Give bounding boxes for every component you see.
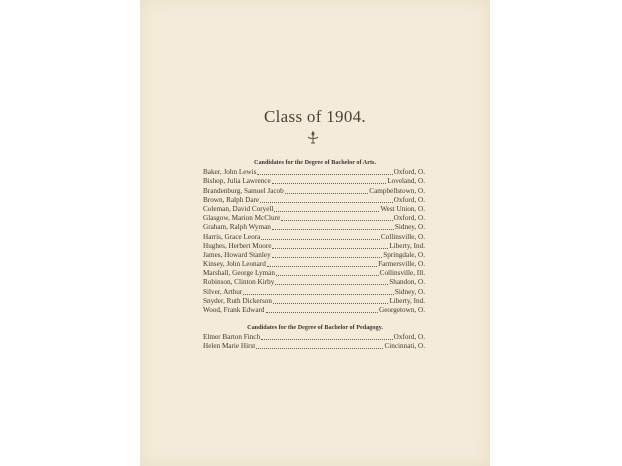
candidate-hometown: Springdale, O.	[383, 250, 425, 259]
candidate-hometown: Sidney, O.	[394, 287, 425, 296]
dot-leader	[257, 174, 392, 175]
candidate-hometown: Liberty, Ind.	[389, 241, 425, 250]
candidate-name: Wood, Frank Edward	[203, 306, 265, 314]
list-item	[203, 186, 425, 195]
candidate-name: Graham, Ralph Wyman	[203, 223, 271, 232]
candidate-name: Helen Marie Hirst	[203, 342, 256, 351]
dot-leader	[272, 248, 388, 249]
candidate-name: Coleman, David Coryell	[203, 204, 274, 213]
candidate-name: Harris, Grace Leora	[203, 232, 261, 241]
list-item	[203, 306, 425, 315]
dot-leader	[272, 183, 387, 184]
candidate-name: Bishop, Julia Lawrence	[203, 177, 271, 186]
section-heading-pedagogy: Candidates for the Degree of Bachelor of Pedagogy.	[247, 324, 383, 331]
candidate-name: James, Howard Stanley	[203, 250, 271, 259]
page-title: Class of 1904.	[264, 107, 366, 126]
list-item	[203, 214, 425, 223]
list-item	[203, 297, 425, 306]
dot-leader	[281, 220, 392, 221]
candidate-name: Snyder, Ruth Dickerson	[203, 296, 272, 305]
candidate-hometown: Oxford, O.	[393, 195, 425, 204]
candidate-name: Brown, Ralph Dare	[203, 195, 260, 204]
candidate-hometown: Collinsville, Ill.	[379, 269, 425, 278]
dot-leader	[285, 193, 369, 194]
lamp-of-learning-icon	[305, 130, 321, 144]
candidate-name: Elmer Barton Finch	[203, 333, 261, 342]
candidate-name: Hughes, Herbert Moore	[203, 241, 272, 250]
list-item	[203, 333, 425, 342]
dot-leader	[275, 284, 388, 285]
candidate-name: Glasgow, Marion McClure	[203, 214, 281, 223]
candidate-hometown: Oxford, O.	[393, 168, 425, 177]
candidate-name: Marshall, George Lyman	[203, 269, 275, 278]
list-item	[203, 269, 425, 278]
arts-candidates-list	[203, 168, 425, 315]
list-item	[203, 278, 425, 287]
candidate-name: Baker, John Lewis	[203, 168, 257, 177]
candidate-hometown: Campbellstown, O.	[369, 186, 425, 195]
list-item	[203, 196, 425, 205]
candidate-hometown: Farmersville, O.	[378, 260, 425, 269]
candidate-name: Brandenburg, Samuel Jacob	[203, 186, 284, 195]
candidate-name: Kinsey, John Leonard	[203, 260, 266, 269]
dot-leader	[272, 257, 383, 258]
candidate-hometown: Cincinnati, O.	[384, 342, 425, 351]
candidate-hometown: Sidney, O.	[394, 223, 425, 232]
candidate-name: Robinson, Clinton Kirby	[203, 278, 275, 287]
list-item	[203, 251, 425, 260]
section-heading-arts: Candidates for the Degree of Bachelor of Arts.	[253, 159, 376, 166]
list-item	[203, 223, 425, 232]
list-item	[203, 232, 425, 241]
candidate-hometown: Collinsville, O.	[380, 232, 425, 241]
candidate-name: Silver, Arthur	[203, 287, 243, 296]
dot-leader	[261, 239, 380, 240]
list-item	[203, 177, 425, 186]
candidate-hometown: Georgetown, O.	[379, 306, 425, 314]
pedagogy-candidates-list	[203, 333, 425, 351]
list-item	[203, 205, 425, 214]
dot-leader	[261, 339, 393, 340]
candidate-hometown: Shandon, O.	[389, 278, 425, 287]
list-item	[203, 287, 425, 296]
dot-leader	[267, 266, 377, 267]
dot-leader	[256, 348, 383, 349]
candidate-hometown: Oxford, O.	[393, 333, 425, 342]
list-item	[203, 342, 425, 351]
candidate-hometown: Loveland, O.	[387, 177, 425, 186]
candidate-hometown: West Union, O.	[380, 204, 425, 213]
list-item	[203, 242, 425, 251]
candidate-hometown: Oxford, O.	[393, 214, 425, 223]
dot-leader	[273, 303, 388, 304]
dot-leader	[276, 275, 379, 276]
dot-leader	[274, 211, 379, 212]
candidate-hometown: Liberty, Ind.	[389, 296, 425, 305]
list-item	[203, 260, 425, 269]
dot-leader	[243, 294, 394, 295]
dot-leader	[272, 229, 394, 230]
dot-leader	[266, 312, 379, 313]
list-item	[203, 168, 425, 177]
document-page	[140, 0, 490, 466]
dot-leader	[260, 202, 393, 203]
